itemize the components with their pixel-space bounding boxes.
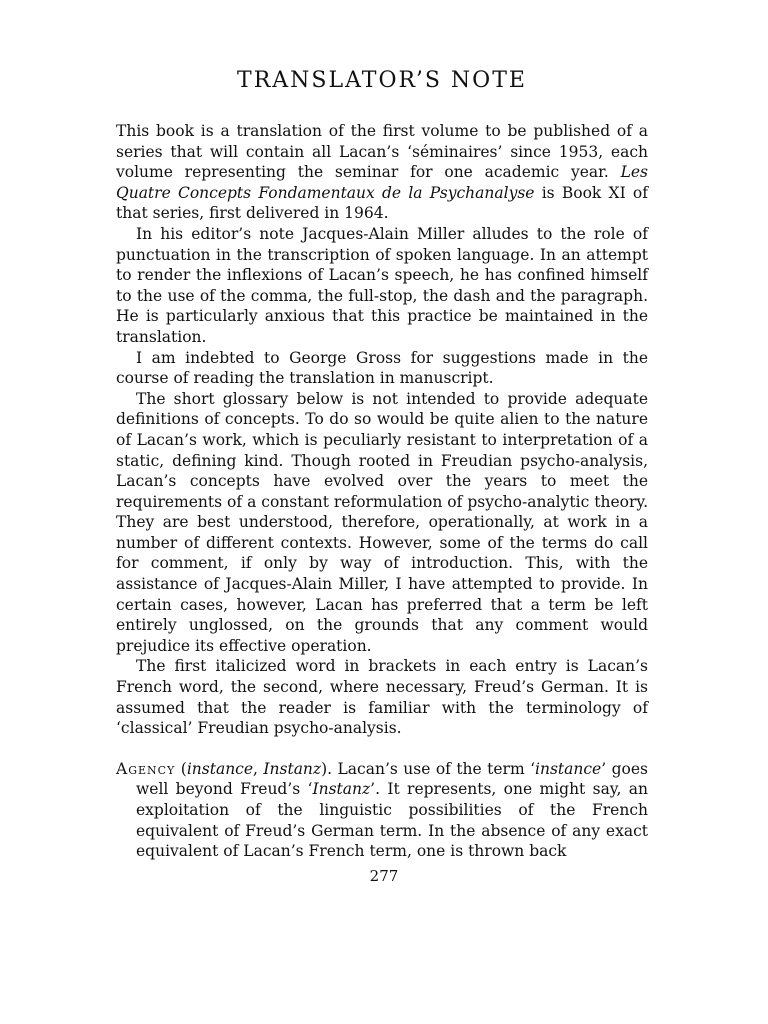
glossary-text-3: ’. It represents, one might say, an exploitation of the linguistic possibilities of the French equivalent of Freud’s German term. In the absence of any exact equivalent of Lacan’s French term, one is thrown back: [136, 780, 648, 861]
paragraph-introduction-text-end: is Book XI of that series, first delivered in 1964.: [116, 183, 648, 223]
paragraph-acknowledgement: I am indebted to George Gross for suggestions made in the course of reading the translation in manuscript.: [116, 348, 648, 388]
paragraph-conventions: The first italicized word in brackets in each entry is Lacan’s French word, the second, where necessary, Freud’s German. It is assumed that the reader is familiar with the terminology of ‘classical’ Freudian psycho-analysis.: [116, 657, 648, 738]
paragraph-glossary-intro: The short glossary below is not intended to provide adequate definitions of concepts. To do so would be quite alien to the nature of Lacan’s work, which is peculiarly resistant to interpretation of a static, defining kind. Though rooted in Freudian psycho-analysis, Lacan’s concepts have evolved over the years to meet the requirements of a constant reformulation of psycho-analytic theory. They are best understood, therefore, operationally, at work in a number of different contexts. However, some of the terms do call for comment, if only by way of introduction. This, with the assistance of Jacques-Alain Miller, I have attempted to provide. In certain cases, however, Lacan has preferred that a term be left entirely unglossed, on the grounds that any comment would prejudice its effective operation.: [116, 389, 648, 655]
page-title: TRANSLATOR’S NOTE: [237, 68, 527, 93]
glossary-paren-close: ).: [321, 759, 338, 778]
glossary-french-word: instance: [186, 759, 254, 778]
book-title: Les Quatre Concepts Fondamentaux de la Psychanalyse: [116, 163, 648, 202]
page-number: 277: [369, 867, 399, 885]
glossary-entry-agency: [116, 759, 648, 862]
glossary-text-1: Lacan’s use of the term ‘: [337, 759, 536, 778]
glossary-german-word: Instanz: [263, 759, 322, 778]
glossary-quote-2: Instanz: [312, 780, 371, 799]
glossary-quote-1: instance: [535, 759, 602, 778]
page-content: [116, 68, 648, 877]
paragraph-introduction-text-start: This book is a translation of the first volume to be published of a series that will contain all Lacan’s ‘séminaires’ since 1953, each volume representing the seminar for one academic year.: [116, 122, 648, 182]
paragraph-punctuation: In his editor’s note Jacques-Alain Miller alludes to the role of punctuation in the transcription of spoken language. In an attempt to render the inflexions of Lacan’s speech, he has confined himself to the use of the comma, the full-stop, the dash and the paragraph. He is particularly anxious that this practice be maintained in the translation.: [116, 224, 648, 346]
paragraph-introduction: [116, 121, 648, 224]
glossary-text-2: ’ goes well beyond Freud’s ‘: [136, 759, 648, 799]
glossary-term: Agency: [116, 759, 176, 778]
glossary-separator: ,: [253, 759, 264, 778]
glossary-paren-open: (: [175, 759, 187, 778]
